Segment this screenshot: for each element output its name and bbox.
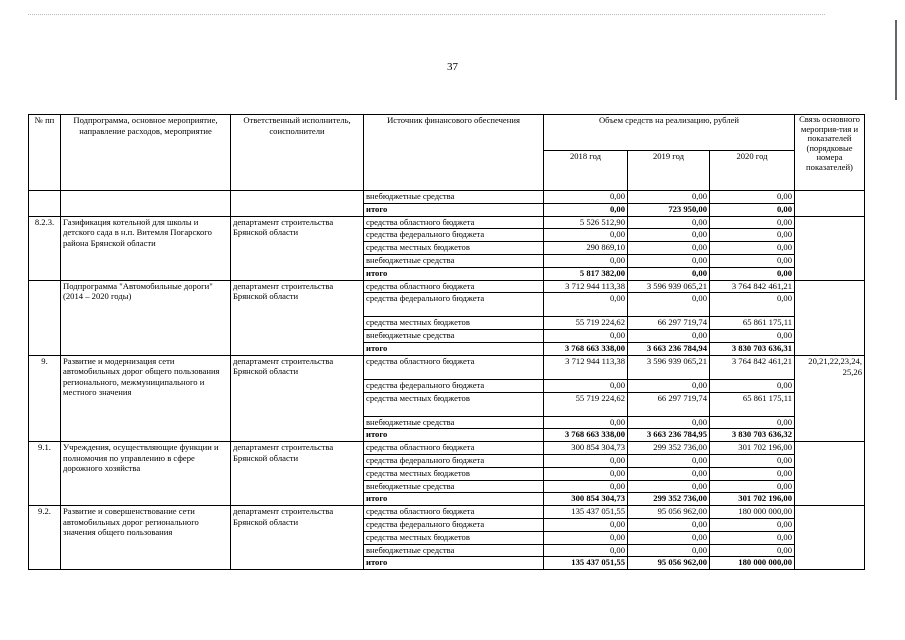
amount-2020: 3 764 842 461,21 <box>710 355 795 379</box>
amount-2020: 0,00 <box>710 454 795 467</box>
amount-2018: 0,00 <box>544 229 628 242</box>
funding-source: средства местных бюджетов <box>364 317 544 330</box>
amount-2018: 0,00 <box>544 480 628 493</box>
amount-2018: 135 437 051,55 <box>544 506 628 519</box>
table-row <box>29 355 865 379</box>
amount-2020: 3 830 703 636,32 <box>710 429 795 442</box>
funding-source: внебюджетные средства <box>364 544 544 557</box>
header-year-2018: 2018 год <box>544 151 628 191</box>
funding-source: внебюджетные средства <box>364 416 544 429</box>
header-source: Источник финансового обеспечения <box>364 115 544 191</box>
funding-source: внебюджетные средства <box>364 254 544 267</box>
funding-source: итого <box>364 429 544 442</box>
scan-artifact-line <box>28 14 825 15</box>
funding-source: средства областного бюджета <box>364 216 544 229</box>
funding-source: внебюджетные средства <box>364 191 544 204</box>
funding-source: средства местных бюджетов <box>364 467 544 480</box>
amount-2020: 0,00 <box>710 467 795 480</box>
amount-2018: 0,00 <box>544 330 628 343</box>
funding-source: средства областного бюджета <box>364 442 544 455</box>
amount-2018: 0,00 <box>544 531 628 544</box>
row-number: 8.2.3. <box>29 216 61 280</box>
amount-2019: 0,00 <box>628 480 710 493</box>
measure-title: Развитие и совершенствование сети автомобильных дорог регионального значения общего пользования <box>61 506 231 570</box>
funding-source: итого <box>364 203 544 216</box>
amount-2018: 0,00 <box>544 379 628 392</box>
amount-2020: 0,00 <box>710 531 795 544</box>
indicator-links <box>795 280 865 355</box>
amount-2018: 3 712 944 113,38 <box>544 280 628 293</box>
funding-source: средства областного бюджета <box>364 280 544 293</box>
amount-2018: 55 719 224,62 <box>544 317 628 330</box>
amount-2019: 0,00 <box>628 467 710 480</box>
funding-source: внебюджетные средства <box>364 480 544 493</box>
amount-2019: 95 056 962,00 <box>628 557 710 570</box>
table-row <box>29 280 865 293</box>
funding-source: средства федерального бюджета <box>364 379 544 392</box>
amount-2020: 0,00 <box>710 229 795 242</box>
scan-edge-mark <box>895 20 897 100</box>
page-number: 37 <box>447 61 458 73</box>
amount-2020: 0,00 <box>710 518 795 531</box>
indicator-links <box>795 191 865 217</box>
amount-2020: 0,00 <box>710 203 795 216</box>
amount-2018: 135 437 051,55 <box>544 557 628 570</box>
funding-source: средства областного бюджета <box>364 506 544 519</box>
header-link: Связь основного мероприя-тия и показателей (порядковые номера показателей) <box>795 115 865 191</box>
amount-2018: 0,00 <box>544 544 628 557</box>
funding-table <box>28 114 865 570</box>
table-row <box>29 191 865 204</box>
amount-2020: 65 861 175,11 <box>710 392 795 416</box>
amount-2020: 0,00 <box>710 254 795 267</box>
row-number: 9.1. <box>29 442 61 506</box>
amount-2019: 95 056 962,00 <box>628 506 710 519</box>
amount-2019: 0,00 <box>628 293 710 317</box>
amount-2018: 0,00 <box>544 518 628 531</box>
measure-title: Подпрограмма "Автомобильные дороги" (2014 – 2020 годы) <box>61 280 231 355</box>
responsible-executor: департамент строительства Брянской области <box>231 216 364 280</box>
indicator-links: 20,21,22,23,24, 25,26 <box>795 355 865 441</box>
funding-source: итого <box>364 493 544 506</box>
amount-2019: 0,00 <box>628 544 710 557</box>
amount-2020: 0,00 <box>710 379 795 392</box>
amount-2018: 3 768 663 338,00 <box>544 342 628 355</box>
amount-2019: 0,00 <box>628 216 710 229</box>
funding-source: средства местных бюджетов <box>364 242 544 255</box>
amount-2018: 0,00 <box>544 467 628 480</box>
responsible-executor: департамент строительства Брянской области <box>231 506 364 570</box>
funding-source: средства федерального бюджета <box>364 454 544 467</box>
amount-2020: 0,00 <box>710 293 795 317</box>
amount-2019: 0,00 <box>628 267 710 280</box>
funding-source: итого <box>364 557 544 570</box>
amount-2018: 55 719 224,62 <box>544 392 628 416</box>
responsible-executor: департамент строительства Брянской области <box>231 280 364 355</box>
amount-2019: 0,00 <box>628 531 710 544</box>
amount-2019: 0,00 <box>628 254 710 267</box>
measure-title <box>61 191 231 217</box>
amount-2020: 0,00 <box>710 544 795 557</box>
header-volume: Объем средств на реализацию, рублей <box>544 115 795 151</box>
measure-title: Развитие и модернизация сети автомобильных дорог общего пользования регионального, межмуниципального и местного значения <box>61 355 231 441</box>
amount-2019: 0,00 <box>628 229 710 242</box>
amount-2020: 0,00 <box>710 267 795 280</box>
amount-2019: 299 352 736,00 <box>628 493 710 506</box>
row-number <box>29 280 61 355</box>
row-number <box>29 191 61 217</box>
indicator-links <box>795 442 865 506</box>
amount-2020: 65 861 175,11 <box>710 317 795 330</box>
amount-2020: 0,00 <box>710 216 795 229</box>
measure-title: Газификация котельной для школы и детского сада в н.п. Витемля Погарского района Брянской области <box>61 216 231 280</box>
amount-2020: 0,00 <box>710 416 795 429</box>
amount-2019: 3 663 236 784,94 <box>628 342 710 355</box>
amount-2020: 0,00 <box>710 330 795 343</box>
row-number: 9.2. <box>29 506 61 570</box>
amount-2019: 0,00 <box>628 379 710 392</box>
amount-2020: 301 702 196,00 <box>710 493 795 506</box>
funding-source: итого <box>364 342 544 355</box>
table-row <box>29 442 865 455</box>
responsible-executor <box>231 191 364 217</box>
amount-2020: 3 830 703 636,31 <box>710 342 795 355</box>
amount-2020: 301 702 196,00 <box>710 442 795 455</box>
responsible-executor: департамент строительства Брянской области <box>231 355 364 441</box>
funding-source: итого <box>364 267 544 280</box>
header-year-2020: 2020 год <box>710 151 795 191</box>
funding-source: средства местных бюджетов <box>364 531 544 544</box>
amount-2020: 3 764 842 461,21 <box>710 280 795 293</box>
header-responsible: Ответственный исполнитель, соисполнители <box>231 115 364 191</box>
amount-2018: 0,00 <box>544 254 628 267</box>
amount-2018: 290 869,10 <box>544 242 628 255</box>
row-number: 9. <box>29 355 61 441</box>
amount-2020: 0,00 <box>710 480 795 493</box>
funding-source: средства федерального бюджета <box>364 293 544 317</box>
amount-2019: 3 596 939 065,21 <box>628 280 710 293</box>
amount-2018: 0,00 <box>544 191 628 204</box>
indicator-links <box>795 216 865 280</box>
responsible-executor: департамент строительства Брянской области <box>231 442 364 506</box>
amount-2019: 0,00 <box>628 242 710 255</box>
amount-2018: 0,00 <box>544 203 628 216</box>
funding-source: внебюджетные средства <box>364 330 544 343</box>
amount-2020: 180 000 000,00 <box>710 506 795 519</box>
amount-2019: 0,00 <box>628 518 710 531</box>
amount-2018: 0,00 <box>544 293 628 317</box>
amount-2019: 299 352 736,00 <box>628 442 710 455</box>
amount-2020: 180 000 000,00 <box>710 557 795 570</box>
table-row <box>29 216 865 229</box>
funding-source: средства областного бюджета <box>364 355 544 379</box>
amount-2019: 723 950,00 <box>628 203 710 216</box>
amount-2018: 300 854 304,73 <box>544 442 628 455</box>
amount-2018: 5 817 382,00 <box>544 267 628 280</box>
amount-2018: 3 768 663 338,00 <box>544 429 628 442</box>
amount-2018: 5 526 512,90 <box>544 216 628 229</box>
header-num: № пп <box>29 115 61 191</box>
amount-2018: 3 712 944 113,38 <box>544 355 628 379</box>
funding-source: средства федерального бюджета <box>364 518 544 531</box>
amount-2019: 0,00 <box>628 191 710 204</box>
amount-2018: 0,00 <box>544 416 628 429</box>
amount-2019: 0,00 <box>628 454 710 467</box>
amount-2018: 0,00 <box>544 454 628 467</box>
amount-2020: 0,00 <box>710 242 795 255</box>
amount-2019: 0,00 <box>628 416 710 429</box>
amount-2018: 300 854 304,73 <box>544 493 628 506</box>
funding-source: средства местных бюджетов <box>364 392 544 416</box>
header-year-2019: 2019 год <box>628 151 710 191</box>
header-subprogram: Подпрограмма, основное мероприятие, направление расходов, мероприятие <box>61 115 231 191</box>
amount-2019: 3 596 939 065,21 <box>628 355 710 379</box>
funding-source: средства федерального бюджета <box>364 229 544 242</box>
table-row <box>29 506 865 519</box>
measure-title: Учреждения, осуществляющие функции и полномочия по управлению в сфере дорожного хозяйства <box>61 442 231 506</box>
amount-2019: 66 297 719,74 <box>628 317 710 330</box>
amount-2019: 0,00 <box>628 330 710 343</box>
amount-2019: 66 297 719,74 <box>628 392 710 416</box>
amount-2020: 0,00 <box>710 191 795 204</box>
indicator-links <box>795 506 865 570</box>
amount-2019: 3 663 236 784,95 <box>628 429 710 442</box>
